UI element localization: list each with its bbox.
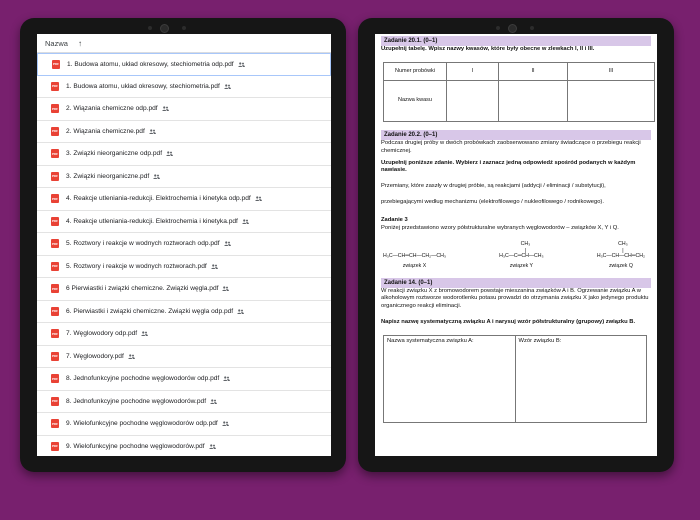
task-14-text: W reakcji związku X z bromowodorem powstaje mieszanina związków A i B. Ogrzewanie związku A w alkoholowym roztworze wodorotlenku potasu prowadzi do otrzymania związku X jako jedynego produktu organicznego reakcji eliminacji. [381, 287, 649, 310]
pdf-icon: PDF [51, 82, 59, 91]
shared-people-icon [242, 219, 249, 224]
task-20-2-sentence-2: przebiegającymi według mechanizmu (elektrofilowego / nukleofilowego / rodnikowego). [381, 199, 604, 206]
file-row[interactable] [37, 143, 331, 166]
pdf-icon: PDF [51, 307, 59, 316]
pdf-icon: PDF [51, 149, 59, 158]
pdf-icon: PDF [51, 217, 59, 226]
compound-substituent [383, 241, 446, 248]
task-20-1-title: Zadanie 20.1. (0–1) [381, 36, 651, 46]
task-20-1-instruction: Uzupełnij tabelę. Wpisz nazwy kwasów, które były obecne w zlewkach I, II i III. [381, 46, 595, 53]
file-name: 9. Wielofunkcyjne pochodne węglowodorów.pdf [66, 442, 205, 450]
file-row[interactable] [37, 391, 331, 414]
compound-label: związek X [402, 262, 427, 269]
task-20-2-instruction: Uzupełnij poniższe zdanie. Wybierz i zaznacz jedną odpowiedź spośród podanych w każdym nawiasie. [381, 159, 636, 174]
file-row[interactable] [37, 188, 331, 211]
pdf-icon: PDF [51, 284, 59, 293]
file-browser-screen [37, 34, 331, 456]
shared-people-icon [166, 151, 173, 156]
acid-table [383, 62, 655, 122]
pdf-icon: PDF [51, 352, 59, 361]
pdf-icon: PDF [51, 262, 59, 271]
file-name: 4. Reakcje utleniania-redukcji. Elektrochemia i kinetyka.pdf [66, 217, 238, 225]
file-row[interactable] [37, 278, 331, 301]
file-row[interactable] [37, 76, 331, 99]
compound-formula: H₃C—CH—CH═CH₂ [596, 252, 645, 259]
compound-substituent: CH₃ [618, 240, 628, 247]
column-header-name[interactable]: Nazwa [45, 38, 68, 48]
shared-people-icon [149, 129, 156, 134]
answer-box-formula[interactable]: Wzór związku B: [515, 335, 647, 422]
list-header [37, 34, 331, 53]
shared-people-icon [222, 286, 229, 291]
file-name: 8. Jednofunkcyjne pochodne węglowodorów odp.pdf [66, 375, 220, 383]
file-name: 2. Wiązania chemiczne odp.pdf [66, 105, 158, 113]
shared-people-icon [211, 264, 218, 269]
sensor-icon [182, 26, 186, 30]
file-name: 9. Wielofunkcyjne pochodne węglowodorów odp.pdf [66, 420, 218, 428]
pdf-icon: PDF [51, 194, 59, 203]
answer-cell[interactable] [568, 80, 655, 121]
compound-x [383, 241, 446, 270]
shared-people-icon [128, 354, 135, 359]
file-name: 7. Węglowodory odp.pdf [66, 330, 138, 338]
compound-q: CH₃ | H₃C—CH—CH═CH₂ związek Q [596, 240, 645, 269]
task-20-2-text: Podczas drugiej próby w dwóch probówkach zaobserwowano zmiany świadczące o przebiegu reakcji chemicznej. [381, 140, 641, 154]
compound-formula: H₃C—C═CH—CH₃ [499, 252, 544, 259]
table-header-cell: I [447, 62, 499, 80]
answer-cell[interactable] [498, 80, 567, 121]
shared-people-icon [238, 62, 245, 67]
file-row[interactable] [37, 301, 331, 324]
answer-cell[interactable] [447, 80, 499, 121]
compound-formula: H₃C—CH═CH—CH₂—CH₃ [383, 252, 446, 259]
file-name: 6 Pierwiastki i związki chemiczne. Związki węgla.pdf [66, 285, 219, 293]
file-name: 8. Jednofunkcyjne pochodne węglowodorów.pdf [66, 397, 207, 405]
shared-people-icon [153, 174, 160, 179]
table-header-cell: II [498, 62, 567, 80]
file-row[interactable] [37, 53, 331, 76]
table-header-cell: III [568, 62, 655, 80]
file-row[interactable] [37, 323, 331, 346]
file-row[interactable] [37, 121, 331, 144]
compound-label: związek Q [608, 262, 633, 269]
file-list [37, 53, 331, 456]
pdf-icon: PDF [51, 397, 59, 406]
file-name: 3. Związki nieorganiczne odp.pdf [66, 150, 163, 158]
pdf-icon: PDF [51, 374, 59, 383]
pdf-icon: PDF [51, 127, 59, 136]
compound-formulas [383, 241, 645, 270]
sensor-icon [496, 26, 500, 30]
shared-people-icon [237, 309, 244, 314]
pdf-icon: PDF [52, 60, 60, 69]
task-3-title: Zadanie 3 [381, 216, 408, 223]
shared-people-icon [210, 399, 217, 404]
file-name: 1. Budowa atomu, układ okresowy, stechiometria odp.pdf [67, 60, 234, 68]
pdf-icon: PDF [51, 104, 59, 113]
pdf-icon: PDF [51, 239, 59, 248]
shared-people-icon [224, 241, 231, 246]
file-name: 4. Reakcje utleniania-redukcji. Elektrochemia i kinetyka odp.pdf [66, 195, 251, 203]
right-tablet [358, 18, 674, 472]
shared-people-icon [223, 376, 230, 381]
answer-table [383, 335, 647, 423]
shared-people-icon [255, 196, 262, 201]
file-row[interactable] [37, 256, 331, 279]
file-row[interactable] [37, 436, 331, 457]
shared-people-icon [222, 421, 229, 426]
arrow-up-icon[interactable]: ↑ [77, 38, 82, 48]
file-name: 2. Wiązania chemiczne.pdf [66, 127, 145, 135]
file-name: 5. Roztwory i reakcje w wodnych roztworach.pdf [66, 262, 207, 270]
sensor-icon [530, 26, 534, 30]
file-row[interactable] [37, 413, 331, 436]
shared-people-icon [162, 106, 169, 111]
compound-y: CH₃ | H₃C—C═CH—CH₃ związek Y [499, 240, 544, 269]
file-row[interactable] [37, 166, 331, 189]
shared-people-icon [209, 444, 216, 449]
file-name: 1. Budowa atomu, układ okresowy, stechiometria.pdf [66, 82, 220, 90]
file-row[interactable] [37, 211, 331, 234]
task-20-2-sentence-1: Przemiany, które zaszły w drugiej próbie, są reakcjami (addycji / eliminacji / substytucji), [381, 183, 606, 190]
file-name: 3. Związki nieorganiczne.pdf [66, 172, 150, 180]
shared-people-icon [224, 84, 231, 89]
sensor-icon [148, 26, 152, 30]
file-row[interactable] [37, 98, 331, 121]
document-screen [375, 34, 657, 456]
table-header-cell: Numer probówki [384, 62, 447, 80]
task-20-2-title: Zadanie 20.2. (0–1) [381, 130, 651, 140]
file-name: 7. Węglowodory.pdf [66, 352, 124, 360]
compound-label: związek Y [509, 262, 534, 269]
file-row[interactable] [37, 346, 331, 369]
pdf-icon: PDF [51, 172, 59, 181]
task-14-instruction: Napisz nazwę systematyczną związku A i narysuj wzór półstrukturalny (grupowy) związku B. [381, 319, 636, 326]
answer-box-name[interactable]: Nazwa systematyczna związku A: [384, 335, 516, 422]
pdf-icon: PDF [51, 442, 59, 451]
table-row-label: Nazwa kwasu [384, 80, 447, 121]
camera-icon [508, 24, 517, 33]
pdf-icon: PDF [51, 329, 59, 338]
left-tablet [20, 18, 346, 472]
file-row[interactable] [37, 233, 331, 256]
file-name: 5. Roztwory i reakcje w wodnych roztworach odp.pdf [66, 240, 220, 248]
compound-substituent: CH₃ [520, 240, 531, 247]
file-row[interactable] [37, 368, 331, 391]
exam-document [375, 36, 657, 423]
shared-people-icon [141, 331, 148, 336]
task-14-title: Zadanie 14. (0–1) [381, 278, 651, 288]
pdf-icon: PDF [51, 419, 59, 428]
file-name: 6. Pierwiastki i związki chemiczne. Związki węgla odp.pdf [66, 307, 234, 315]
task-3-text: Poniżej przedstawiono wzory półstrukturalne wybranych węglowodorów – związków X, Y i Q. [381, 224, 619, 231]
camera-icon [160, 24, 169, 33]
